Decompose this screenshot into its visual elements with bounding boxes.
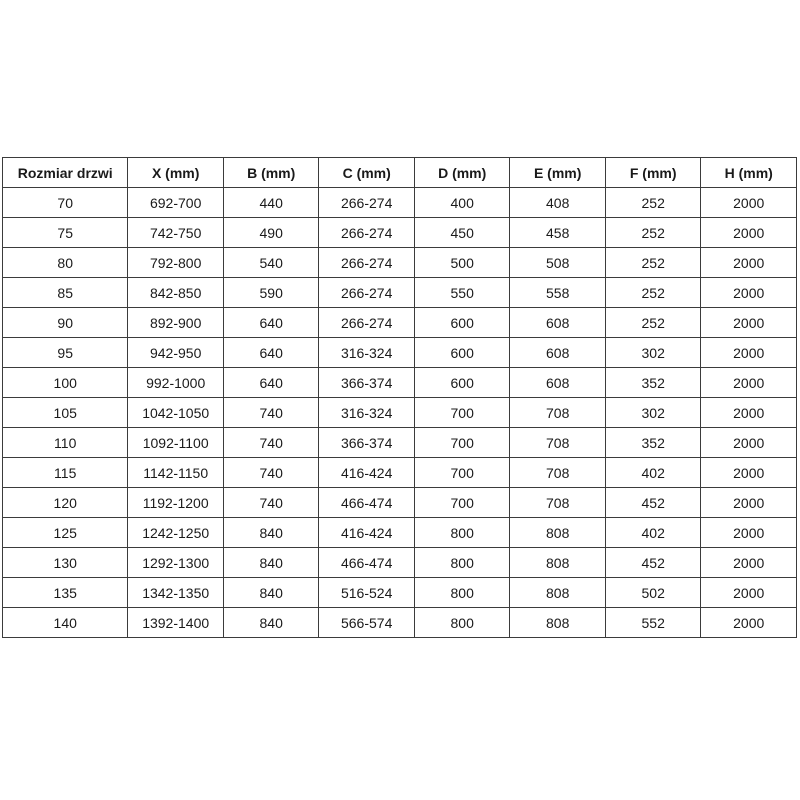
table-cell: 400 [414, 188, 510, 218]
table-cell: 840 [223, 518, 319, 548]
table-cell: 808 [510, 578, 606, 608]
column-header: C (mm) [319, 158, 415, 188]
table-cell: 552 [605, 608, 701, 638]
header-row [3, 158, 797, 188]
table-row [3, 578, 797, 608]
table-row [3, 518, 797, 548]
table-cell: 85 [3, 278, 128, 308]
table-cell: 700 [414, 458, 510, 488]
table-cell: 110 [3, 428, 128, 458]
table-cell: 1142-1150 [128, 458, 224, 488]
table-cell: 366-374 [319, 428, 415, 458]
table-cell: 742-750 [128, 218, 224, 248]
table-cell: 740 [223, 428, 319, 458]
table-cell: 808 [510, 608, 606, 638]
table-cell: 516-524 [319, 578, 415, 608]
table-cell: 408 [510, 188, 606, 218]
table-cell: 708 [510, 398, 606, 428]
table-cell: 1242-1250 [128, 518, 224, 548]
table-cell: 502 [605, 578, 701, 608]
table-row [3, 368, 797, 398]
table-cell: 266-274 [319, 278, 415, 308]
table-cell: 2000 [701, 188, 797, 218]
column-header: H (mm) [701, 158, 797, 188]
table-cell: 1192-1200 [128, 488, 224, 518]
table-cell: 540 [223, 248, 319, 278]
table-cell: 558 [510, 278, 606, 308]
table-cell: 2000 [701, 428, 797, 458]
table-cell: 450 [414, 218, 510, 248]
table-cell: 942-950 [128, 338, 224, 368]
table-cell: 90 [3, 308, 128, 338]
table-cell: 266-274 [319, 308, 415, 338]
table-cell: 2000 [701, 608, 797, 638]
table-cell: 2000 [701, 488, 797, 518]
table-cell: 252 [605, 218, 701, 248]
table-cell: 302 [605, 338, 701, 368]
table-cell: 808 [510, 518, 606, 548]
table-cell: 70 [3, 188, 128, 218]
table-cell: 700 [414, 398, 510, 428]
table-cell: 266-274 [319, 248, 415, 278]
table-cell: 80 [3, 248, 128, 278]
table-cell: 2000 [701, 218, 797, 248]
table-cell: 490 [223, 218, 319, 248]
table-cell: 640 [223, 338, 319, 368]
table-row [3, 458, 797, 488]
table-cell: 452 [605, 488, 701, 518]
table-cell: 2000 [701, 398, 797, 428]
table-cell: 2000 [701, 578, 797, 608]
table-cell: 708 [510, 488, 606, 518]
table-cell: 1092-1100 [128, 428, 224, 458]
table-cell: 366-374 [319, 368, 415, 398]
table-cell: 708 [510, 458, 606, 488]
table-cell: 252 [605, 308, 701, 338]
table-cell: 740 [223, 488, 319, 518]
table-row [3, 548, 797, 578]
table-cell: 608 [510, 338, 606, 368]
table-cell: 608 [510, 308, 606, 338]
table-cell: 808 [510, 548, 606, 578]
table-row [3, 488, 797, 518]
table-cell: 1292-1300 [128, 548, 224, 578]
column-header: F (mm) [605, 158, 701, 188]
table-cell: 608 [510, 368, 606, 398]
table-cell: 115 [3, 458, 128, 488]
table-cell: 466-474 [319, 548, 415, 578]
table-cell: 416-424 [319, 518, 415, 548]
table-cell: 2000 [701, 278, 797, 308]
table-cell: 992-1000 [128, 368, 224, 398]
table-cell: 1042-1050 [128, 398, 224, 428]
table-cell: 792-800 [128, 248, 224, 278]
table-cell: 125 [3, 518, 128, 548]
table-cell: 252 [605, 278, 701, 308]
column-header: Rozmiar drzwi [3, 158, 128, 188]
table-cell: 416-424 [319, 458, 415, 488]
table-cell: 700 [414, 488, 510, 518]
table-row [3, 308, 797, 338]
table-cell: 440 [223, 188, 319, 218]
table-cell: 600 [414, 368, 510, 398]
table-cell: 800 [414, 608, 510, 638]
table-cell: 800 [414, 548, 510, 578]
table-cell: 2000 [701, 518, 797, 548]
table-row [3, 278, 797, 308]
table-header [3, 158, 797, 188]
table-cell: 2000 [701, 548, 797, 578]
table-row [3, 398, 797, 428]
table-cell: 130 [3, 548, 128, 578]
table-cell: 550 [414, 278, 510, 308]
table-cell: 452 [605, 548, 701, 578]
door-dimensions-table [2, 157, 797, 638]
table-cell: 95 [3, 338, 128, 368]
table-cell: 2000 [701, 338, 797, 368]
table-row [3, 218, 797, 248]
table-cell: 316-324 [319, 338, 415, 368]
table-cell: 2000 [701, 368, 797, 398]
table-cell: 566-574 [319, 608, 415, 638]
table-row [3, 248, 797, 278]
table-cell: 892-900 [128, 308, 224, 338]
table-cell: 105 [3, 398, 128, 428]
table-cell: 700 [414, 428, 510, 458]
table-cell: 840 [223, 608, 319, 638]
table-cell: 508 [510, 248, 606, 278]
table-cell: 75 [3, 218, 128, 248]
table-cell: 600 [414, 308, 510, 338]
table-cell: 402 [605, 458, 701, 488]
table-cell: 352 [605, 428, 701, 458]
table-cell: 100 [3, 368, 128, 398]
table-row [3, 428, 797, 458]
table-cell: 120 [3, 488, 128, 518]
table-cell: 590 [223, 278, 319, 308]
table-cell: 2000 [701, 308, 797, 338]
table-cell: 740 [223, 458, 319, 488]
table-cell: 135 [3, 578, 128, 608]
table-cell: 266-274 [319, 218, 415, 248]
column-header: X (mm) [128, 158, 224, 188]
table-cell: 640 [223, 368, 319, 398]
table-cell: 1342-1350 [128, 578, 224, 608]
table-cell: 708 [510, 428, 606, 458]
column-header: E (mm) [510, 158, 606, 188]
table-cell: 316-324 [319, 398, 415, 428]
table-cell: 800 [414, 518, 510, 548]
table-cell: 2000 [701, 248, 797, 278]
table-cell: 302 [605, 398, 701, 428]
table-cell: 840 [223, 548, 319, 578]
table-row [3, 188, 797, 218]
table-cell: 140 [3, 608, 128, 638]
table-row [3, 338, 797, 368]
table-cell: 252 [605, 188, 701, 218]
table-cell: 640 [223, 308, 319, 338]
table-cell: 266-274 [319, 188, 415, 218]
table-body [3, 188, 797, 638]
table-cell: 466-474 [319, 488, 415, 518]
table-cell: 500 [414, 248, 510, 278]
table-cell: 692-700 [128, 188, 224, 218]
table-cell: 840 [223, 578, 319, 608]
table-row [3, 608, 797, 638]
column-header: D (mm) [414, 158, 510, 188]
table-cell: 1392-1400 [128, 608, 224, 638]
table-cell: 458 [510, 218, 606, 248]
table-cell: 740 [223, 398, 319, 428]
column-header: B (mm) [223, 158, 319, 188]
table-cell: 402 [605, 518, 701, 548]
table-cell: 842-850 [128, 278, 224, 308]
table-cell: 352 [605, 368, 701, 398]
table-cell: 600 [414, 338, 510, 368]
table-cell: 2000 [701, 458, 797, 488]
table-cell: 252 [605, 248, 701, 278]
table-cell: 800 [414, 578, 510, 608]
